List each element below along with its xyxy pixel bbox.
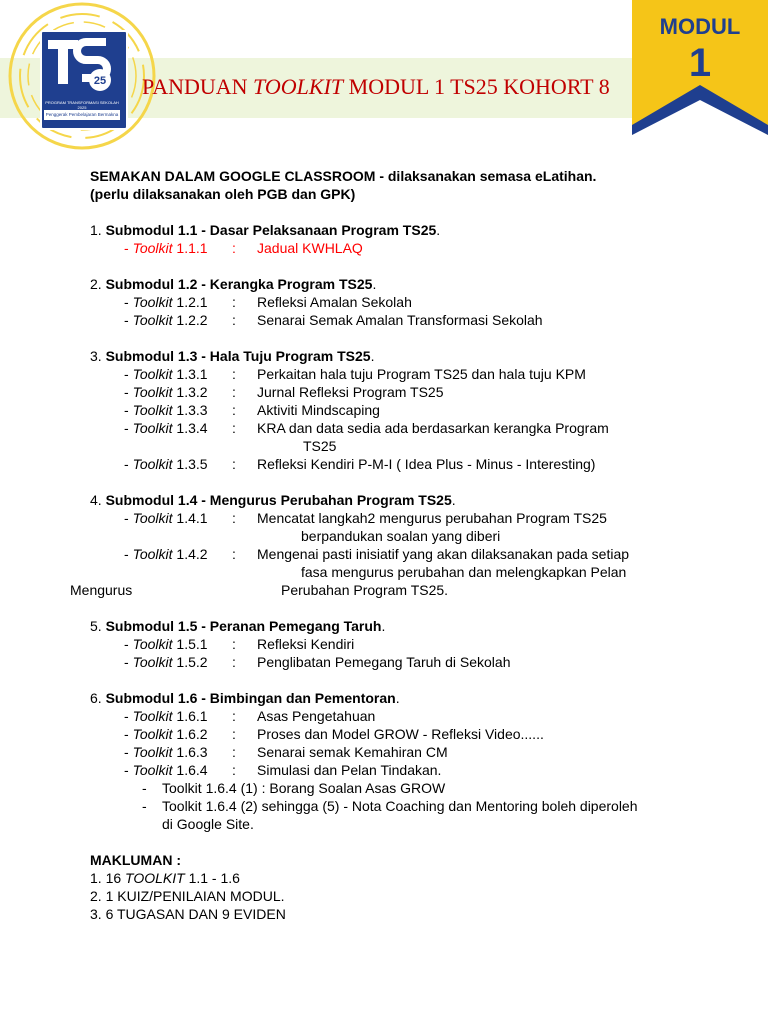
section-4-heading: 4. Submodul 1.4 - Mengurus Perubahan Program TS25. xyxy=(90,492,456,508)
toolkit-item-1-3-2: - Toolkit 1.3.2 : Jurnal Refleksi Program TS25 xyxy=(124,384,444,400)
document-title: PANDUAN TOOLKIT MODUL 1 TS25 KOHORT 8 xyxy=(142,74,610,99)
toolkit-item-1-6-3: - Toolkit 1.6.3 : Senarai semak Kemahiran CM xyxy=(124,744,448,760)
intro-line-1: SEMAKAN DALAM GOOGLE CLASSROOM - dilaksanakan semasa eLatihan. xyxy=(90,168,597,184)
svg-text:MODUL: MODUL xyxy=(659,14,741,39)
toolkit-item-1-4-2: - Toolkit 1.4.2 : Mengenai pasti inisiatif yang akan dilaksanakan pada setiap xyxy=(124,546,630,562)
svg-text:1: 1 xyxy=(688,41,712,85)
toolkit-item-1-3-5: - Toolkit 1.3.5 : Refleksi Kendiri P-M-I ( Idea Plus - Minus - Interesting) xyxy=(124,456,596,472)
toolkit-item-1-3-3: - Toolkit 1.3.3 : Aktiviti Mindscaping xyxy=(124,402,380,418)
toolkit-item-1-4-2-cont: fasa mengurus perubahan dan melengkapkan Pelan xyxy=(301,564,627,580)
toolkit-item-1-4-2-cont-2: Mengurus Perubahan Program TS25. xyxy=(70,582,449,598)
toolkit-item-1-4-1: - Toolkit 1.4.1 : Mencatat langkah2 mengurus perubahan Program TS25 xyxy=(124,510,607,526)
toolkit-item-1-3-1: - Toolkit 1.3.1 : Perkaitan hala tuju Program TS25 dan hala tuju KPM xyxy=(124,366,586,382)
toolkit-item-1-6-2: - Toolkit 1.6.2 : Proses dan Model GROW - Refleksi Video...... xyxy=(124,726,544,742)
section-5-heading: 5. Submodul 1.5 - Peranan Pemegang Taruh. xyxy=(90,618,386,634)
toolkit-subitem-1-6-4-2: - Toolkit 1.6.4 (2) sehingga (5) - Nota Coaching dan Mentoring boleh diperoleh xyxy=(142,798,638,814)
toolkit-item-1-2-2: - Toolkit 1.2.2 : Senarai Semak Amalan Transformasi Sekolah xyxy=(124,312,543,328)
toolkit-item-1-2-1: - Toolkit 1.2.1 : Refleksi Amalan Sekolah xyxy=(124,294,412,310)
toolkit-item-1-3-4-cont: TS25 xyxy=(303,438,337,454)
toolkit-item-1-4-1-cont: berpandukan soalan yang diberi xyxy=(301,528,501,544)
toolkit-item-1-3-4: - Toolkit 1.3.4 : KRA dan data sedia ada berdasarkan kerangka Program xyxy=(124,420,609,436)
toolkit-item-1-6-4: - Toolkit 1.6.4 : Simulasi dan Pelan Tindakan. xyxy=(124,762,442,778)
makluman-item-2: 2. 1 KUIZ/PENILAIAN MODUL. xyxy=(90,888,285,904)
logo-caption: PROGRAM TRANSFORMASI SEKOLAH 2025 xyxy=(45,100,119,110)
makluman-item-1: 1. 16 TOOLKIT 1.1 - 1.6 xyxy=(90,870,240,886)
makluman-heading: MAKLUMAN : xyxy=(90,852,181,868)
modul-badge xyxy=(632,0,768,135)
makluman-item-3: 3. 6 TUGASAN DAN 9 EVIDEN xyxy=(90,906,286,922)
section-2-heading: 2. Submodul 1.2 - Kerangka Program TS25. xyxy=(90,276,377,292)
logo-tagline: Penggerak Pembelajaran Bermakna xyxy=(44,110,120,120)
document-body xyxy=(70,167,750,923)
section-1-heading: 1. Submodul 1.1 - Dasar Pelaksanaan Program TS25. xyxy=(90,222,441,238)
toolkit-item-1-5-2: - Toolkit 1.5.2 : Penglibatan Pemegang Taruh di Sekolah xyxy=(124,654,511,670)
section-3-heading: 3. Submodul 1.3 - Hala Tuju Program TS25. xyxy=(90,348,375,364)
svg-text:25: 25 xyxy=(93,75,107,87)
toolkit-item-1-6-1: - Toolkit 1.6.1 : Asas Pengetahuan xyxy=(124,708,376,724)
toolkit-item-1-5-1: - Toolkit 1.5.1 : Refleksi Kendiri xyxy=(124,636,355,652)
toolkit-subitem-1-6-4-1: - Toolkit 1.6.4 (1) : Borang Soalan Asas GROW xyxy=(142,780,446,796)
ts25-logo-mark xyxy=(44,34,120,94)
intro-line-2: (perlu dilaksanakan oleh PGB dan GPK) xyxy=(90,186,356,202)
section-6-heading: 6. Submodul 1.6 - Bimbingan dan Pementoran. xyxy=(90,690,400,706)
toolkit-subitem-1-6-4-2-cont: di Google Site. xyxy=(162,816,254,832)
toolkit-item-1-1-1: - Toolkit 1.1.1 : Jadual KWHLAQ xyxy=(124,240,363,256)
